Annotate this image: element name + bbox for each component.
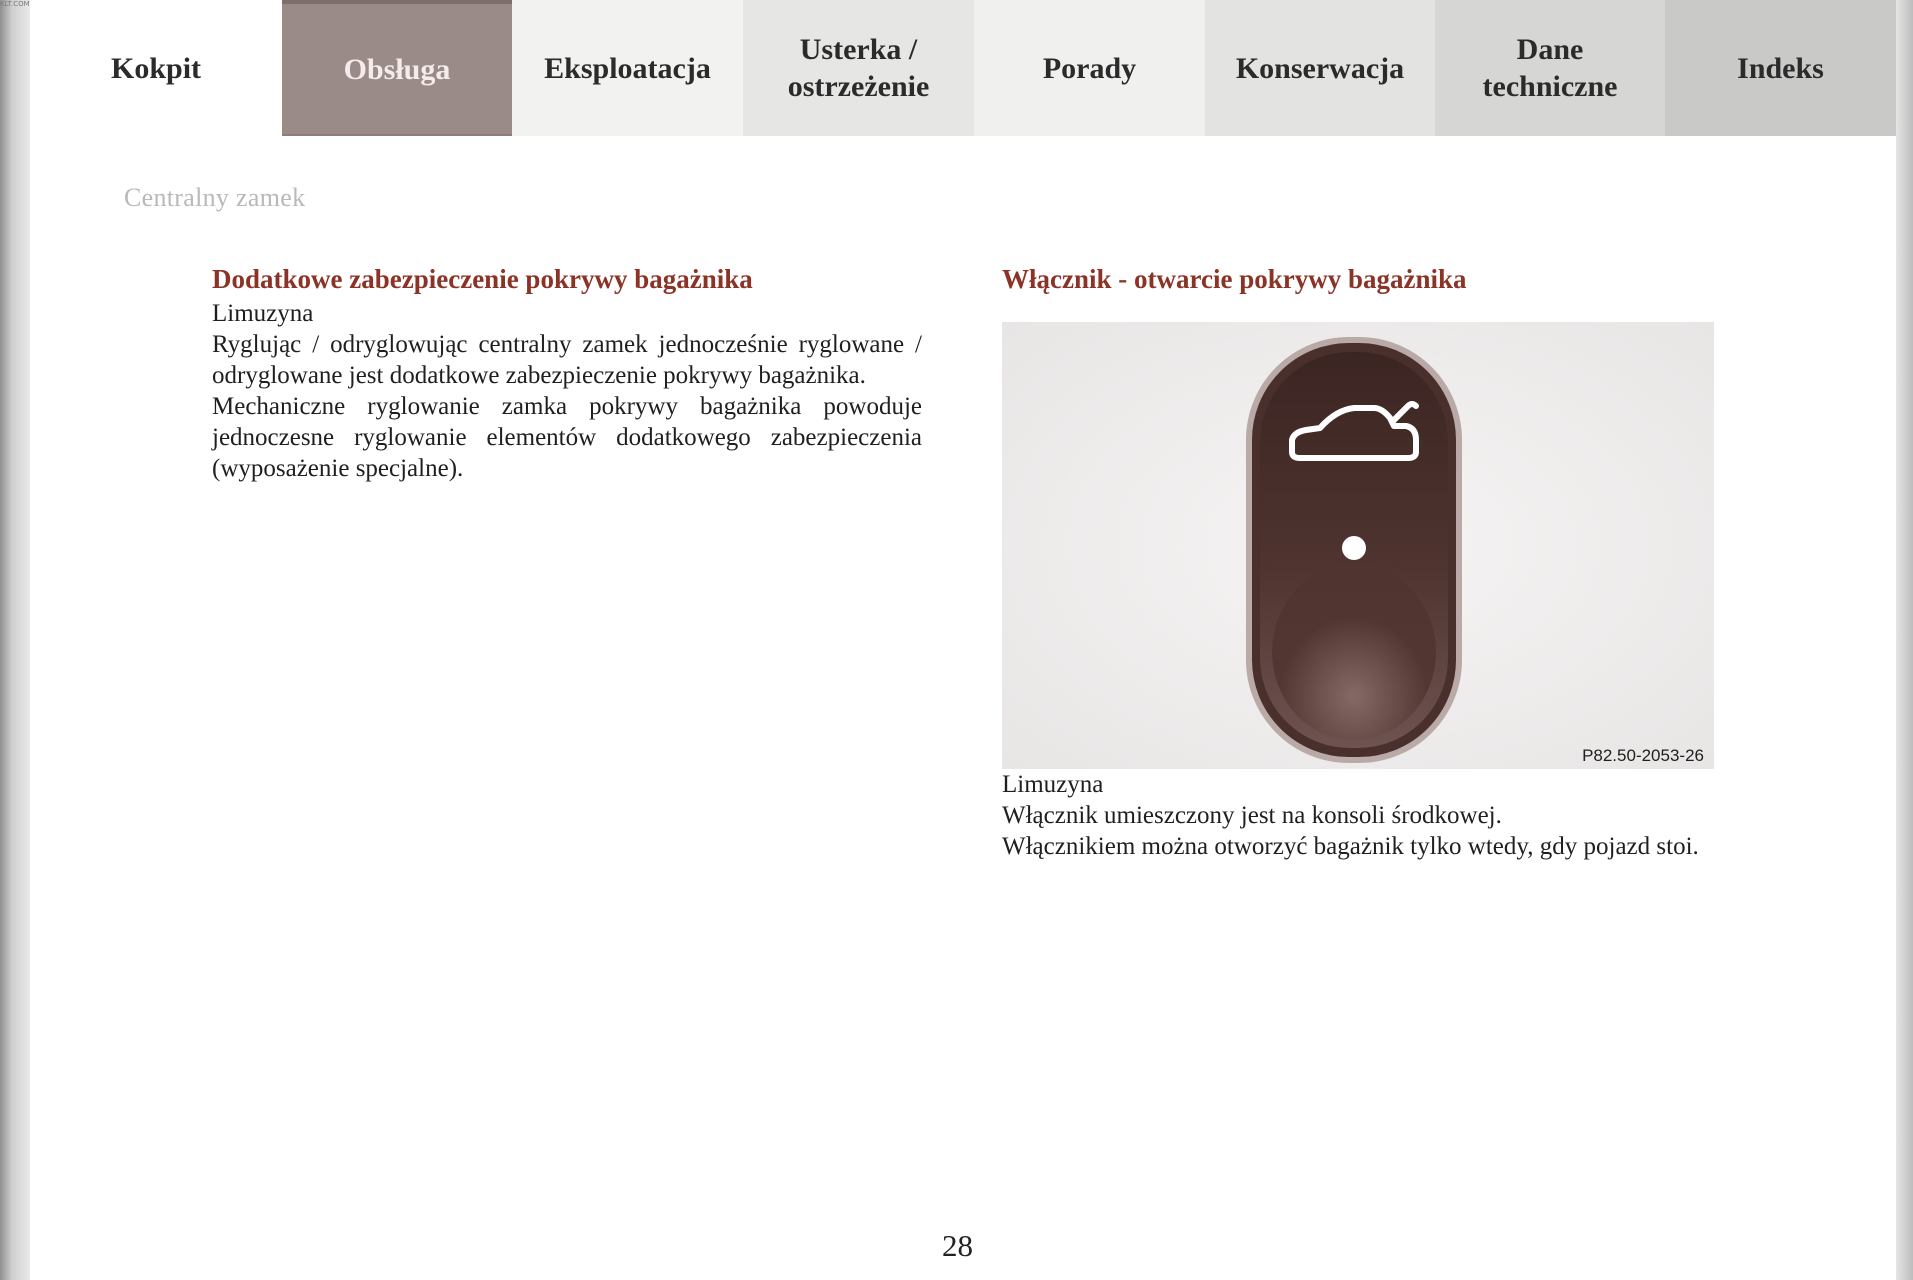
tab-konserwacja[interactable] (1205, 0, 1435, 136)
indicator-dot-icon (1342, 536, 1366, 560)
right-paragraph: Włącznikiem można otworzyć bagażnik tylko wtedy, gdy pojazd stoi. (1002, 833, 1699, 860)
page-binding-edge (0, 0, 30, 1280)
left-column (212, 260, 922, 484)
switch-dish (1272, 564, 1436, 740)
tab-label: Indeks (1737, 51, 1824, 85)
tab-label: Dane techniczne (1482, 33, 1618, 103)
figure-code: P82.50-2053-26 (1582, 746, 1704, 765)
right-variant-label: Limuzyna (1002, 771, 1104, 798)
tab-label: Porady (1042, 51, 1137, 85)
tab-label: Konserwacja (1235, 51, 1405, 85)
tab-eksploatacja[interactable] (512, 0, 743, 136)
section-title: Centralny zamek (124, 183, 306, 212)
page-number: 28 (942, 1228, 973, 1263)
tab-obsluga[interactable] (282, 0, 512, 136)
left-paragraph: Mechaniczne ryglowanie zamka pokrywy bagażnika powoduje jednoczesne ryglowanie elementów dodatkowego zabezpieczenia (wyposażenie specjalne). (212, 393, 922, 482)
tab-usterka-ostrzezenie[interactable] (743, 0, 974, 136)
tab-porady[interactable] (974, 0, 1205, 136)
right-heading: Włącznik - otwarcie pokrywy bagażnika (1002, 264, 1467, 294)
left-variant-label: Limuzyna (212, 300, 314, 327)
chapter-tabs (30, 0, 1896, 136)
tab-label: Kokpit (110, 51, 202, 85)
page-outer-edge (1896, 0, 1913, 1280)
trunk-switch-illustration (1002, 322, 1714, 769)
tab-label: Obsługa (343, 52, 451, 86)
right-column (1002, 260, 1714, 862)
left-paragraph: Ryglując / odryglowując centralny zamek jednocześnie ryglowane / odryglowane jest dodatkowe zabezpieczenie pokrywy bagażnika. (212, 331, 922, 389)
left-heading: Dodatkowe zabezpieczenie pokrywy bagażnika (212, 264, 753, 294)
tab-indeks[interactable] (1665, 0, 1896, 136)
tab-dane-techniczne[interactable] (1435, 0, 1665, 136)
tab-kokpit[interactable] (30, 0, 282, 136)
trunk-switch-figure (1002, 322, 1714, 769)
right-paragraph: Włącznik umieszczony jest na konsoli środkowej. (1002, 802, 1502, 829)
tab-label: Eksploatacja (544, 51, 711, 85)
corner-watermark: KLT.COM (0, 0, 30, 8)
tab-label: Usterka / ostrzeżenie (787, 33, 930, 103)
